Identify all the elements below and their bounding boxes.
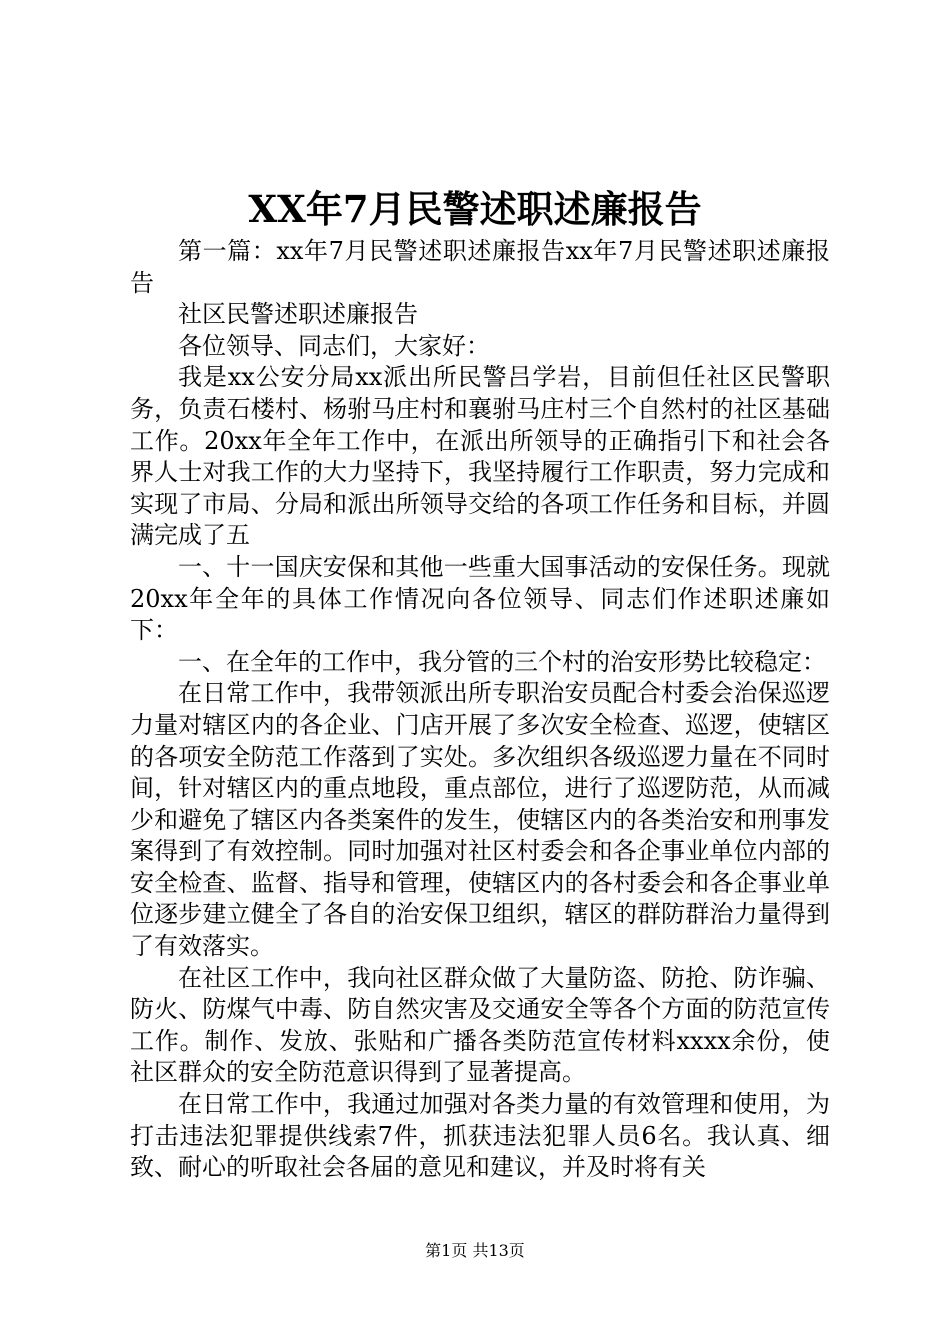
paragraph-4: 我是xx公安分局xx派出所民警吕学岩，目前但任社区民警职务，负责石楼村、杨驸马庄村和襄驸马庄村三个自然村的社区基础工作。20xx年全年工作中，在派出所领导的正确指引下和社会各界人士对我工作的大力坚持下，我坚持履行工作职责，努力完成和实现了市局、分局和派出所领导交给的各项工作任务和目标，并圆满完成了五 bbox=[130, 363, 830, 550]
document-title: XX年7月民警述职述廉报告 bbox=[248, 187, 702, 231]
page-footer: 第1页 共13页 bbox=[425, 1241, 525, 1260]
paragraph-9: 在日常工作中，我通过加强对各类力量的有效管理和使用，为打击违法犯罪提供线索7件，抓获违法犯罪人员6名。我认真、细致、耐心的听取社会各届的意见和建议，并及时将有关 bbox=[130, 1090, 830, 1182]
paragraph-3: 各位领导、同志们，大家好： bbox=[178, 331, 490, 360]
paragraph-6: 一、在全年的工作中，我分管的三个村的治安形势比较稳定： bbox=[178, 647, 826, 676]
paragraph-7: 在日常工作中，我带领派出所专职治安员配合村委会治保巡逻力量对辖区内的各企业、门店开展了多次安全检查、巡逻，使辖区的各项安全防范工作落到了实处。多次组织各级巡逻力量在不同时间，针对辖区内的重点地段，重点部位，进行了巡逻防范，从而减少和避免了辖区内各类案件的发生，使辖区内的各类治安和刑事发案得到了有效控制。同时加强对社区村委会和各企事业单位内部的安全检查、监督、指导和管理，使辖区内的各村委会和各企事业单位逐步建立健全了各自的治安保卫组织，辖区的群防群治力量得到了有效落实。 bbox=[130, 679, 830, 961]
paragraph-2: 社区民警述职述廉报告 bbox=[178, 300, 418, 329]
paragraph-1: 第一篇：xx年7月民警述职述廉报告xx年7月民警述职述廉报告 bbox=[130, 237, 830, 297]
paragraph-8: 在社区工作中，我向社区群众做了大量防盗、防抢、防诈骗、防火、防煤气中毒、防自然灾害及交通安全等各个方面的防范宣传工作。制作、发放、张贴和广播各类防范宣传材料xxxx余份，使社区群众的安全防范意识得到了显著提高。 bbox=[130, 963, 830, 1087]
document-body bbox=[130, 236, 830, 1184]
paragraph-5: 一、十一国庆安保和其他一些重大国事活动的安保任务。现就20xx年全年的具体工作情况向各位领导、同志们作述职述廉如下： bbox=[130, 552, 830, 645]
